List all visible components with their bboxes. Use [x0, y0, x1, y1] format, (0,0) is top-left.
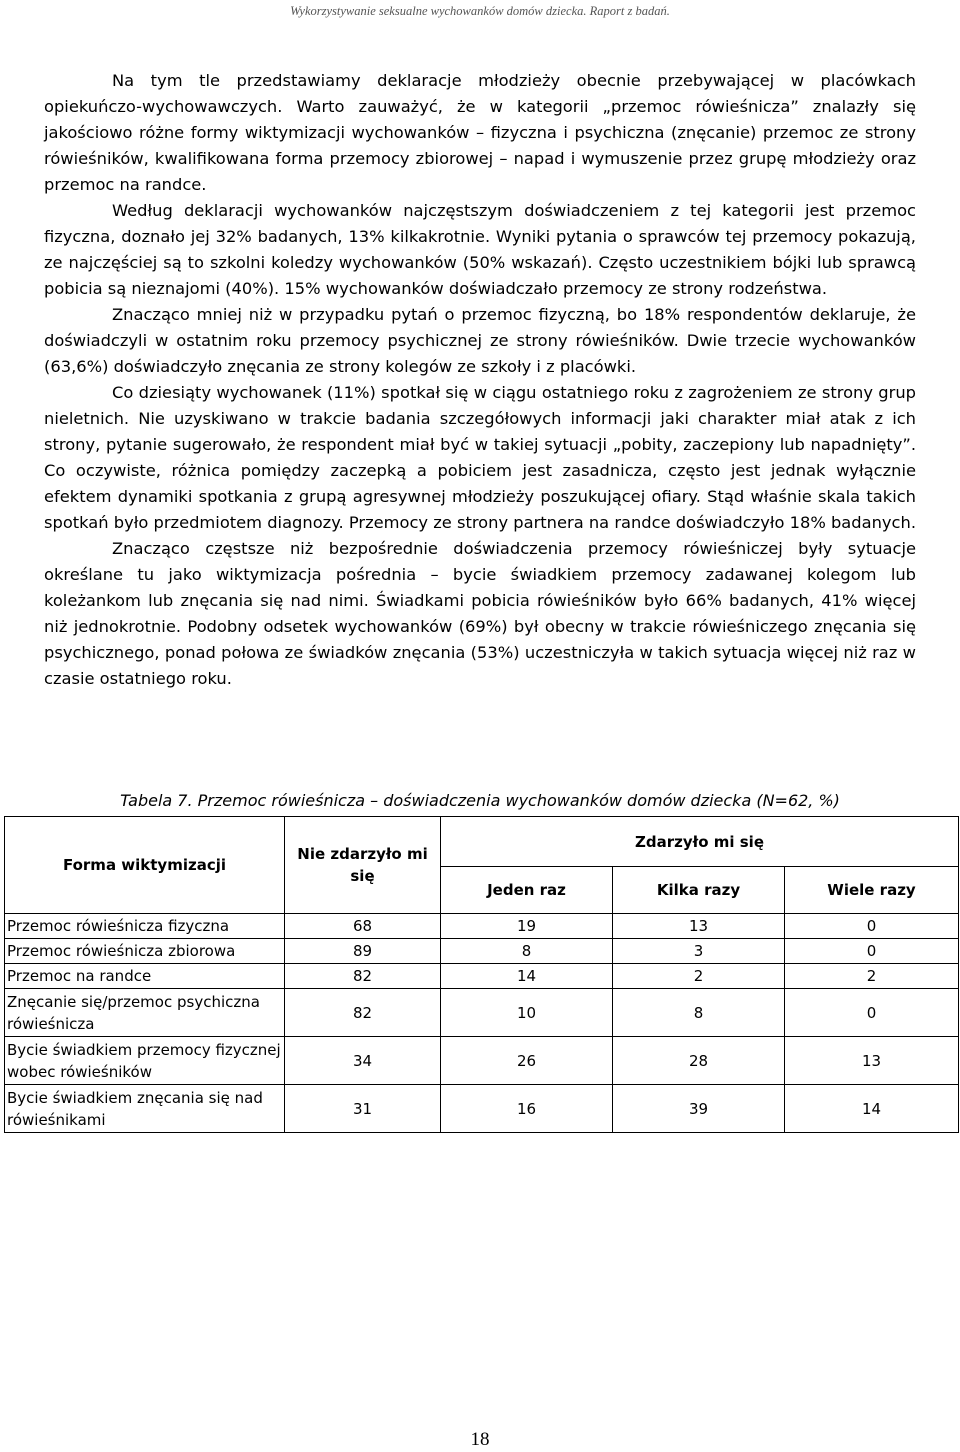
- row-label: Przemoc rówieśnicza zbiorowa: [5, 939, 285, 964]
- cell-many: 0: [785, 939, 959, 964]
- header-many: Wiele razy: [785, 867, 959, 914]
- cell-many: 13: [785, 1037, 959, 1085]
- page-number: 18: [470, 1429, 490, 1450]
- cell-few: 39: [613, 1085, 785, 1133]
- cell-once: 10: [441, 989, 613, 1037]
- cell-few: 2: [613, 964, 785, 989]
- cell-once: 19: [441, 914, 613, 939]
- row-label: Przemoc na randce: [5, 964, 285, 989]
- paragraph-4: Co dziesiąty wychowanek (11%) spotkał się w ciągu ostatniego roku z zagrożeniem ze strony grup nieletnich. Nie uzyskiwano w trakcie badania szczegółowych informacji jaki charakter miał atak z ich strony, pytanie sugerowało, że respondent miał być w takiej sytuacji „pobity, zaczepiony lub napadnięty”. Co oczywiste, różnica pomiędzy zaczepką a pobiciem jest zasadnicza, często jest jednak wyłącznie efektem dynamiki spotkania z grupą agresywnej młodzieży poszukującej ofiary. Stąd właśnie skala takich spotkań było przedmiotem diagnozy. Przemocy ze strony partnera na randce doświadczyło 18% badanych.: [44, 383, 916, 532]
- table-row: [5, 964, 959, 989]
- running-header: Wykorzystywanie seksualne wychowanków domów dziecka. Raport z badań.: [290, 4, 670, 18]
- paragraph-5: Znacząco częstsze niż bezpośrednie doświadczenia przemocy rówieśniczej były sytuacje określane tu jako wiktymizacja pośrednia – bycie świadkiem przemocy zadawanej kolegom lub koleżankom lub znęcania się nad nimi. Świadkami pobicia rówieśników było 66% badanych, 41% więcej niż jednokrotnie. Podobny odsetek wychowanków (69%) był obecny w trakcie rówieśniczego znęcania się psychicznego, ponad połowa ze świadków znęcania (53%) uczestniczyła w takich sytuacja więcej niż raz w czasie ostatniego roku.: [44, 539, 916, 688]
- cell-many: 0: [785, 989, 959, 1037]
- row-label: Bycie świadkiem znęcania się nad rówieśnikami: [5, 1085, 285, 1133]
- cell-many: 0: [785, 914, 959, 939]
- cell-once: 26: [441, 1037, 613, 1085]
- header-once: Jeden raz: [441, 867, 613, 914]
- header-never: Nie zdarzyło mi się: [285, 817, 441, 914]
- row-label: Znęcanie się/przemoc psychiczna rówieśnicza: [5, 989, 285, 1037]
- table-row: [5, 939, 959, 964]
- row-label: Bycie świadkiem przemocy fizycznej wobec rówieśników: [5, 1037, 285, 1085]
- paragraph-2: Według deklaracji wychowanków najczęstszym doświadczeniem z tej kategorii jest przemoc fizyczna, doznało jej 32% badanych, 13% kilkakrotnie. Wyniki pytania o sprawców tej przemocy pokazują, ze najczęściej są to szkolni koledzy wychowanków (50% wskazań). Często uczestnikiem bójki lub sprawcą pobicia są nieznajomi (40%). 15% wychowanków doświadczało przemocy ze strony rodzeństwa.: [44, 201, 916, 298]
- cell-once: 16: [441, 1085, 613, 1133]
- row-label: Przemoc rówieśnicza fizyczna: [5, 914, 285, 939]
- cell-never: 34: [285, 1037, 441, 1085]
- table-row: [5, 1085, 959, 1133]
- cell-many: 14: [785, 1085, 959, 1133]
- paragraph-1: Na tym tle przedstawiamy deklaracje młodzieży obecnie przebywającej w placówkach opiekuńczo-wychowawczych. Warto zauważyć, że w kategorii „przemoc rówieśnicza” znalazły się jakościowo różne formy wiktymizacji wychowanków – fizyczna i psychiczna (znęcanie) przemoc ze strony rówieśników, kwalifikowana forma przemocy zbiorowej – napad i wymuszenie przez grupę młodzieży oraz przemoc na randce.: [44, 71, 916, 194]
- header-form: Forma wiktymizacji: [5, 817, 285, 914]
- header-few: Kilka razy: [613, 867, 785, 914]
- cell-never: 68: [285, 914, 441, 939]
- body-text: [44, 68, 916, 692]
- table-caption: Tabela 7. Przemoc rówieśnicza – doświadczenia wychowanków domów dziecka (N=62, %): [120, 791, 840, 810]
- cell-few: 13: [613, 914, 785, 939]
- cell-never: 31: [285, 1085, 441, 1133]
- table-row: [5, 1037, 959, 1085]
- table-row: [5, 914, 959, 939]
- cell-many: 2: [785, 964, 959, 989]
- cell-once: 14: [441, 964, 613, 989]
- cell-never: 82: [285, 964, 441, 989]
- cell-few: 8: [613, 989, 785, 1037]
- paragraph-3: Znacząco mniej niż w przypadku pytań o przemoc fizyczną, bo 18% respondentów deklaruje, że doświadczyli w ostatnim roku przemocy psychicznej ze strony rówieśników. Dwie trzecie wychowanków (63,6%) doświadczyło znęcania ze strony kolegów ze szkoły i z placówki.: [44, 305, 916, 376]
- cell-once: 8: [441, 939, 613, 964]
- table-row: [5, 989, 959, 1037]
- cell-few: 28: [613, 1037, 785, 1085]
- victimization-table: [4, 816, 959, 1133]
- cell-never: 89: [285, 939, 441, 964]
- cell-never: 82: [285, 989, 441, 1037]
- header-happened: Zdarzyło mi się: [441, 817, 959, 867]
- cell-few: 3: [613, 939, 785, 964]
